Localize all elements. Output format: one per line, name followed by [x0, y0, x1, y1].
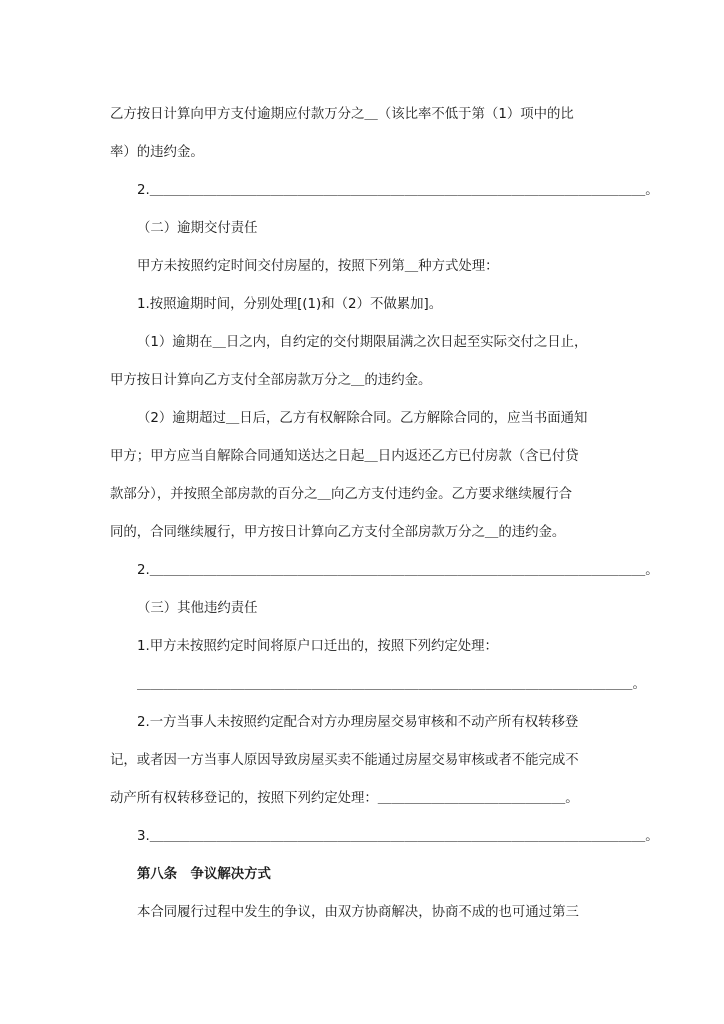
paragraph-line: 甲方；甲方应当自解除合同通知送达之日起＿日内返还乙方已付房款（含已付贷 [110, 449, 579, 464]
paragraph-line: 2.一方当事人未按照约定配合对方办理房屋交易审核和不动产所有权转移登 [137, 715, 579, 730]
paragraph-line: （2）逾期超过＿日后，乙方有权解除合同。乙方解除合同的，应当书面通知 [137, 411, 588, 426]
paragraph-line: 乙方按日计算向甲方支付逾期应付款万分之＿（该比率不低于第（1）项中的比 [110, 107, 574, 122]
paragraph-line: 款部分），并按照全部房款的百分之＿向乙方支付违约金。乙方要求继续履行合 [110, 487, 572, 502]
blank-line: ＿＿＿＿＿＿＿＿＿＿＿＿＿＿＿＿＿＿＿＿＿＿＿＿＿＿＿＿＿＿＿＿＿＿＿＿＿。 [137, 677, 646, 692]
article-8-heading: 第八条 争议解决方式 [137, 867, 271, 882]
paragraph-line: 同的，合同继续履行，甲方按日计算向乙方支付全部房款万分之＿的违约金。 [110, 525, 566, 540]
paragraph-line: 1.按照逾期时间，分别处理[(1)和（2）不做累加]。 [137, 297, 443, 312]
paragraph-line: 甲方按日计算向乙方支付全部房款万分之＿的违约金。 [110, 373, 432, 388]
blank-clause-3: 3.＿＿＿＿＿＿＿＿＿＿＿＿＿＿＿＿＿＿＿＿＿＿＿＿＿＿＿＿＿＿＿＿＿＿＿＿＿。 [137, 829, 659, 844]
paragraph-line: 动产所有权转移登记的，按照下列约定处理：＿＿＿＿＿＿＿＿＿＿＿＿＿＿。 [110, 791, 579, 806]
section-heading-other-breach: （三）其他违约责任 [137, 601, 258, 616]
paragraph-line: 1.甲方未按照约定时间将原户口迁出的，按照下列约定处理： [137, 639, 498, 654]
paragraph-line: 甲方未按照约定时间交付房屋的，按照下列第＿种方式处理： [137, 259, 499, 274]
blank-clause-2: 2.＿＿＿＿＿＿＿＿＿＿＿＿＿＿＿＿＿＿＿＿＿＿＿＿＿＿＿＿＿＿＿＿＿＿＿＿＿。 [137, 563, 659, 578]
paragraph-line: （1）逾期在＿日之内，自约定的交付期限届满之次日起至实际交付之日止， [137, 335, 588, 350]
blank-clause-2: 2.＿＿＿＿＿＿＿＿＿＿＿＿＿＿＿＿＿＿＿＿＿＿＿＿＿＿＿＿＿＿＿＿＿＿＿＿＿。 [137, 183, 659, 198]
section-heading-overdue-delivery: （二）逾期交付责任 [137, 221, 258, 236]
paragraph-line: 本合同履行过程中发生的争议，由双方协商解决，协商不成的也可通过第三 [137, 905, 579, 920]
paragraph-line: 记，或者因一方当事人原因导致房屋买卖不能通过房屋交易审核或者不能完成不 [110, 753, 579, 768]
paragraph-line: 率）的违约金。 [110, 145, 204, 160]
